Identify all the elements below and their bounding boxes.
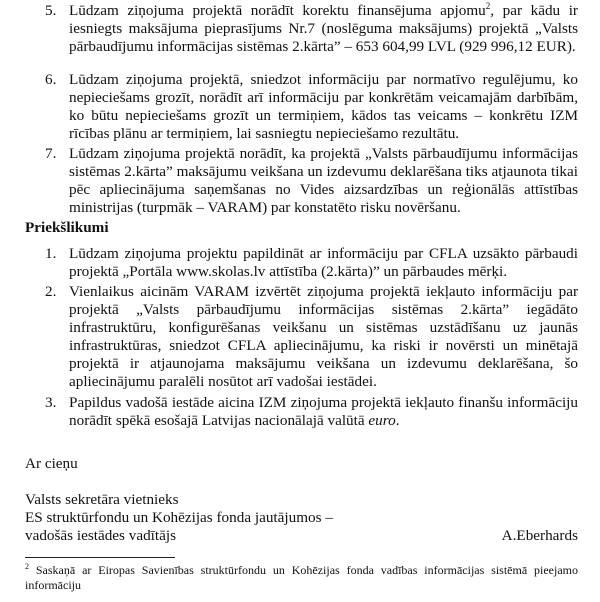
item-text: Lūdzam ziņojuma projektā, sniedzot informāciju par normatīvo regulējumu, ko nepieciešams grozīt, norādīt arī informāciju par konkrētām veicamajām darbībām, ko būtu nepieciešams grozīt un termiņiem, kādos tas veicams – konkrētu IZM rīcības plānu ar termiņiem, lai sasniegtu nepieciešamo rezultātu.: [69, 71, 578, 142]
signatory-title-line1: Valsts sekretāra vietnieks: [25, 491, 179, 508]
signature-block: [25, 491, 578, 545]
section-heading: Priekšlikumi: [25, 219, 109, 236]
italic-currency: euro: [368, 412, 396, 429]
item-text: Lūdzam ziņojuma projektu papildināt ar informāciju par CFLA uzsākto pārbaudi projektā „Portāla www.skolas.lv attīstība (2.kārta)” un pārbaudes mērķi.: [69, 245, 578, 280]
item-text: Lūdzam ziņojuma projektā norādīt korektu finansējuma apjomu$^2$, par kādu ir iesniegts maksājuma pieprasījums Nr.7 (noslēguma maksājums) projektā „Valsts pārbaudījumu informācijas sistēmas 2.kārta” – 653 604,99 LVL (929 996,12 EUR).: [69, 0, 578, 55]
item-text: Lūdzam ziņojuma projektā norādīt, ka projektā „Valsts pārbaudījumu informācijas sistēmas 2.kārta” maksājumu veikšana un izdevumu deklarēšana tiks atjaunota tikai pēc apliecinājuma saņemšanas no Vides aizsardzības un reģionālās attīstības ministrijas (turpmāk – VARAM) par konstatēto risku novēršanu.: [69, 145, 578, 216]
proposal-item-2: [45, 283, 578, 391]
footnote-reference[interactable]: 2: [485, 0, 491, 11]
list-item-6: [45, 71, 578, 143]
signatory-title-line2: ES struktūrfondu un Kohēzijas fonda jautājumos –: [25, 509, 333, 526]
footnote-marker: 2: [25, 562, 29, 571]
item-number: 5.: [45, 2, 57, 19]
footnote-separator: [25, 557, 175, 558]
list-item-5: [45, 2, 578, 56]
item-text: Papildus vadošā iestāde aicina IZM ziņojuma projektā iekļauto finanšu informāciju norādīt spēkā esošajā Latvijas nacionālajā valūtā euro.: [69, 394, 578, 429]
list-item-7: [45, 145, 578, 217]
signatory-name: A.Eberhards: [501, 527, 578, 544]
item-number: 1.: [45, 245, 57, 262]
closing-salutation: Ar cieņu: [25, 455, 78, 472]
proposal-item-3: [45, 394, 578, 430]
item-number: 3.: [45, 394, 57, 411]
signatory-title-line3: vadošās iestādes vadītājs: [25, 527, 176, 544]
item-number: 2.: [45, 283, 57, 300]
item-number: 7.: [45, 145, 57, 162]
item-number: 6.: [45, 71, 57, 88]
item-text: Vienlaikus aicinām VARAM izvērtēt ziņojuma projektā iekļauto informāciju par projektā „Valsts pārbaudījumu informācijas sistēmas 2.kārta” iegādāto infrastruktūru, konfigurēšanas veikšanu un sistēmas uzstādīšanu uz jaunās infrastruktūras, sniedzot CFLA apliecinājumu, ka riski ir novērsti un minētajā projektā ir atjaunojama maksājumu veikšana un izdevumu deklarēšana, šo apliecinājumu paralēli nosūtot arī vadošai iestādei.: [69, 283, 578, 390]
footnote: $^2$ Saskaņā ar Eiropas Savienības struktūrfondu un Kohēzijas fonda vadības informācijas sistēmā pieejamo informāciju: [25, 562, 578, 592]
proposal-item-1: [45, 245, 578, 281]
